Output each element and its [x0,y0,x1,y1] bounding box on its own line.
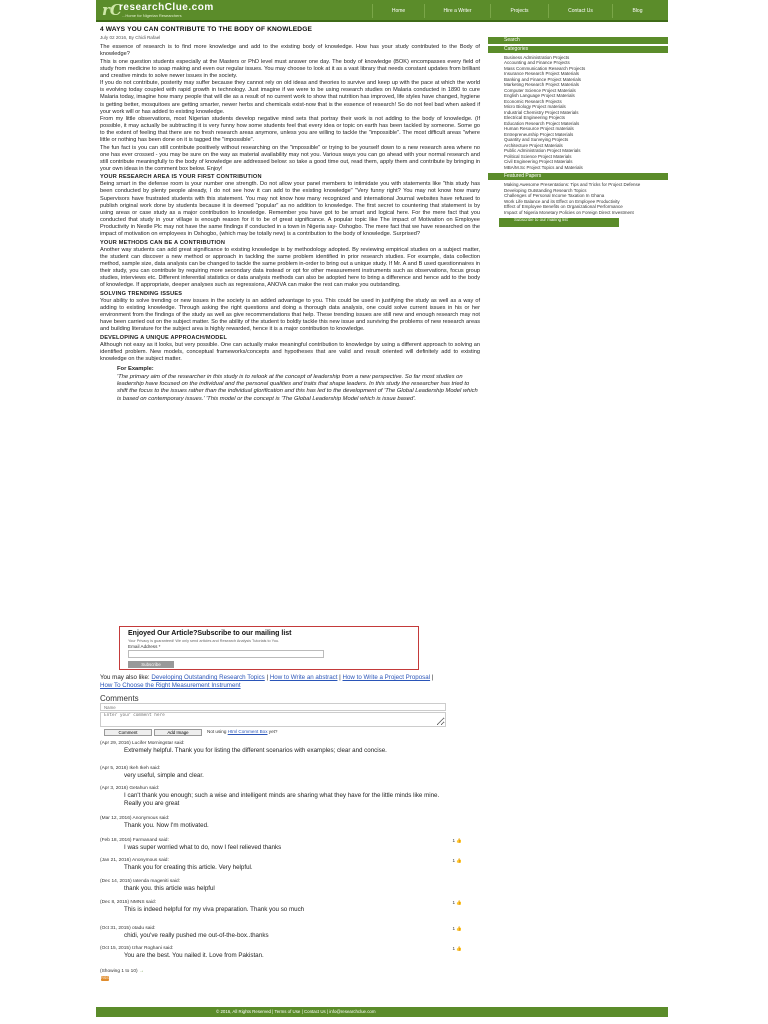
related-prefix: You may also like: [100,674,152,681]
comment-name-field[interactable] [100,703,446,711]
category-link[interactable]: Micro Biology Project materials [504,104,566,110]
category-link[interactable]: Education Research Project Materials [504,120,580,126]
article [100,26,480,403]
category-link[interactable]: Mass Communication Research Projects [504,65,586,71]
subscribe-box [119,626,419,670]
comment-rating[interactable]: 1 👍 [452,926,462,931]
comment-meta: (Dec 8, 2015) NMNS said: [100,900,156,905]
article-paragraph: Your ability to solve trending or new issues in the society is an added advantage to you. This could be used in justifying the study as well as a way of adding to existing knowledge. Through asking the right questions and doing a thorough data analysis, one could solve current issues in his or her environment from the findings of the study as well as give recommendations that help. These trending issues are still new and enough research may not have been carried out on the subject matter. So the ability of the student to boldly tackle this new issue and surviving the problems of new research areas and building literature for the subject area is highly rewarded, hence it is a major contribution to knowledge. [100,297,480,333]
category-link[interactable]: Computer Science Project Materials [504,87,576,93]
comments-pagination [100,969,144,975]
article-paragraph: Being smart in the defense room is your number one strength. Do not allow your panel members to intimidate you with statements like "this study has been conducted by plenty people already, I do not see how it can add to the existing knowledge" "Very funny right? You may not know how many Supervisors have frustrated students with this statement. You may not know how many recognized and international Journal websites have refused to publish original work done by students because it is deemed "popular" as no addition to knowledge. The first secret to countering that statement is by using areas or case study as a major contribution to knowledge. Remember you have got to be smart and logical here. For the mere fact that you conducted that study in your village is enough reason for it to be of great significance. A popular topic like The impact of Motivation on Employee Productivity in Nestle Plc may not have the same findings if conducted in a town in Nigeria say- Oshogbo. The mere fact that we have researched on the impact of motivation on employees in Oshogbo, (which may be totally new) is a contribution to the body of knowledge. Surprised? [100,181,480,238]
example-quote: 'The primary aim of the researcher in this study is to relook at the concept of leadership from a new perspective. So far most studies on leadership have focused on the individual and the personal qualities and traits that shape leaders. In this study the researcher has tried to shift the focus to the issues rather than the individual glorification and this has led to the development of 'The Global Leadership Model which is based on contemporary issues.' 'This model or the concept is 'The Global Leadership Model which is issue based'. [117,373,478,402]
article-paragraph: Although not easy as it looks, but very possible. One can actually make meaningful contribution to knowledge by using a different approach to solving an identified problem. New models, conceptual frameworks/concepts and hypotheses that are valid and result oriented will definitely add to existing knowledge on the subject matter. [100,341,480,363]
categories-header: Categories [488,46,668,53]
category-link[interactable]: Civil Engineering Project Materials [504,159,573,165]
comment-rating[interactable]: 1 👍 [452,838,462,843]
comment-item [100,816,462,830]
featured-paper-link[interactable]: Making Awesome Presentations: Tips and Tricks for Project Defense [504,182,641,188]
article-paragraph: This is one question students especially at the Masters or PhD level must answer one day. The body of knowledge (BOK) encompasses every field of study from medicine to soap making and even our regular issues. You may choose to look at it as a vast library that needs constant updates from brilliant and creative minds to solve newer issues in the society. [100,58,480,79]
comment-meta: (Mar 12, 2016) Anonymous said: [100,816,170,821]
categories-list [488,55,668,170]
footer-copyright: © 2016, All Rights Reserved [216,1009,271,1014]
comment-meta: (Apr 5, 2016) Ikeh Ikeh said: [100,766,161,771]
category-link[interactable]: Political Science Project Materials [504,153,572,159]
article-paragraph: From my little observations, most Nigerian students develop negative mind sets that portray their work is not adding to the body of knowledge. (If possible, it may actually be subtracting it is very funny how some students feel that every idea or topic on earth has been tackled by someone. Some go to the extent of feeling that there are no fresh research areas anymore, unless you are willing to tackle the "impossible". The most difficult areas "where little or nothing has been done on it is tagged the "impossible". [100,115,480,144]
comment-body: I was super worried what to do, now I feel relieved thanks [124,844,282,852]
category-link[interactable]: MBA/M.Sc Project Topics and Materials [504,164,583,170]
subscribe-title: Enjoyed Our Article?Subscribe to our mailing list [128,630,292,637]
related-articles [100,674,440,690]
comment-meta: (Jan 21, 2016) Anonymous said: [100,858,169,863]
comment-text-field[interactable] [100,712,446,727]
comment-item [100,786,462,808]
category-link[interactable]: Banking and Finance Project Materials [504,76,582,82]
footer-content [216,1007,376,1017]
category-link[interactable]: Accounting and Finance Projects [504,60,570,66]
comment-meta: (Dec 14, 2015) Iatenda mageniti said: [100,879,180,884]
sidebar-subscribe-button[interactable]: Subscribe to our mailing list [499,218,619,227]
search-header[interactable]: Search [488,37,668,44]
nav-blog[interactable]: Blog [612,4,662,18]
featured-paper-link[interactable]: Impact of Nigeria Monetary Policies on Foreign Direct Investment [504,209,634,215]
email-field[interactable] [128,650,324,658]
article-paragraph: The fun fact is you can still contribute positively without researching on the "impossible" or trying to be yourself down to a new research area where no one has ever crossed - you may be sure on the way as material availability may not you. Various ways you can go ahead with your normal research and still contribute meaningfully to the body of knowledge are addressed below: so take a good time out, read them, apply them and contribute by bringing in your own ideas in the comment box below. Enjoy! [100,144,480,172]
featured-papers-header: Featured Papers [488,173,668,180]
comment-body: Thank you for creating this article. Very helpful. [124,864,253,872]
comment-body: Extremely helpful. Thank you for listing the different scenarios with examples; clear and concise. [124,747,387,755]
section-heading: DEVELOPING A UNIQUE APPROACH/MODEL [100,334,228,341]
site-header [96,0,668,20]
comment-rating[interactable]: 1 👍 [452,900,462,905]
example-heading: For Example: [117,366,154,373]
html-comment-box-link[interactable]: Html Comment Box [227,729,268,734]
category-link[interactable]: Marketing Research Project Materials [504,82,580,88]
header-divider [96,20,668,22]
footer-divider: | [272,1009,275,1014]
article-paragraph: The essence of research is to find more knowledge and add to the existing body of knowledge. How has your study contributed to the Body of knowledge? [100,44,480,58]
logo-tagline: ...Home for Nigerian Researchers [122,13,182,18]
comment-body: thank you. this article was helpful [124,885,215,893]
related-link[interactable]: How to Write a Project Proposal [342,674,431,681]
section-heading: SOLVING TRENDING ISSUES [100,290,183,297]
comment-body: chidi, you've really pushed me out-of-the-box..thanks [124,932,269,940]
comment-meta: (Apr 29, 2016) Lucifer Morningstar said: [100,741,185,746]
related-separator: | [337,674,343,681]
comment-meta: (Oct 31, 2015) otadu said: [100,926,156,931]
footer-terms-link[interactable]: Terms of Use [274,1009,301,1014]
comment-body: very useful, simple and clear. [124,772,204,780]
comment-rating[interactable]: 1 👍 [452,946,462,951]
footer-divider: | [326,1009,330,1014]
subscribe-privacy-note: Your Privacy is guaranteed! We only send articles and Research Analysis Tutorials to You. [128,639,280,643]
rss-icon[interactable]: RSS [101,976,109,980]
category-link[interactable]: Quantity and Surveying Projects [504,137,569,143]
article-paragraph: Another way students can add great significance to existing knowledge is by methodology adopted. By reviewing empirical studies on a subject matter, the student can discover a new method or approach in tackling the same problem identified in prior research studies. For example, data collection method, sample size, data analysis can be changed to tackle the same problem in-order to bring out a unique study. If Mr. A and B used questionnaires in their study, you can contribute by requiring more secondary data instead or opt for other measurement instruments such as observations, focus group studies, interviews etc. Different inferential statistics or data analysis methods can also be adopted here to bring a difference and hence add to the body of knowledge. If appropriate, deeper analyses such as regressions, ANOVA can make the rest can make you outstanding. [100,246,480,289]
logo-name: researchClue.com [119,2,214,13]
comment-submit-button[interactable]: Comment [104,729,152,736]
notice-suffix: yet? [267,729,278,734]
comment-meta: (Feb 18, 2016) Farmanand said: [100,838,169,843]
sidebar [488,37,668,227]
article-title: 4 WAYS YOU CAN CONTRIBUTE TO THE BODY OF KNOWLEDGE [100,26,313,33]
category-link[interactable]: Economic Research Projects [504,98,562,104]
related-separator: | [264,674,270,681]
nav-hire-a-writer[interactable]: Hire a Writer [424,4,490,18]
related-link[interactable]: Developing Outstanding Research Topics [151,674,265,681]
featured-paper-link[interactable]: Developing Outstanding Research Topics [504,187,587,193]
example-block [117,366,480,403]
category-link[interactable]: Public Administration Project Materials [504,148,581,154]
notice-prefix: Not using [207,729,228,734]
related-link[interactable]: How To Choose the Right Measurement Instrument [100,682,241,690]
featured-paper-link[interactable]: Work Life Balance and its Effect on Employee Productivity [504,198,620,204]
comment-item [100,900,462,914]
comment-item [100,741,462,755]
featured-paper-link[interactable]: Effect of Employee Benefits on Organizational Performance [504,204,623,210]
comments-title: Comments [100,694,139,703]
nav-home[interactable]: Home [372,4,424,18]
category-link[interactable]: Industrial Chemistry Project Materials [504,109,579,115]
comment-body: Thank you. Now I'm motivated. [124,822,209,830]
footer-email-link[interactable]: info@researchclue.com [329,1009,376,1014]
showing-text: (Showing 1 to 10) [100,969,139,974]
comment-item [100,946,462,960]
category-link[interactable]: English Language Project Materials [504,93,575,99]
article-byline: July 02 2016, By Chidi Rafael [100,35,161,41]
comment-body: This is indeed helpful for my viva preparation. Thank you so much [124,906,305,914]
article-paragraph: If you do not contribute, posterity may suffer because they cannot rely on old ideas and theories to survive and keep up with the pace at which the world is evolving today coupled with rapid growth in technology. Just imagine if we were to be using research studies on Malaria conducted in 1890 to cure Malaria today, imagine how many people that will die as a result of no current work to show that nutrition has improved, life styles have changed, hygiene is getting better, mosquitoes are getting smarter, newer herbs and chemicals exist-now that is the essence of research! So do not feel bad when asked if your work will or has added to existing knowledge. [100,80,480,115]
footer-divider: | [301,1009,304,1014]
comment-body: You are the best. You nailed it. Love from Pakistan. [124,952,264,960]
comment-body: I can't thank you enough; such a wise and intelligent minds are sharing what they have for the little minds like mine. Really you are great [124,792,440,807]
related-link[interactable]: How to Write an abstract [269,674,338,681]
category-link[interactable]: Architecture Project Materials [504,142,563,148]
comment-rating[interactable]: 1 👍 [452,858,462,863]
nav-projects[interactable]: Projects [490,4,548,18]
featured-papers-list [488,182,668,215]
footer-contact-link[interactable]: Contact Us [303,1009,326,1014]
comment-meta: (Oct 15, 2015) Izhar Roghani said: [100,946,174,951]
comment-box-notice [207,729,277,735]
next-page-arrow-icon[interactable]: → [138,969,144,974]
nav-contact-us[interactable]: Contact Us [548,4,612,18]
comment-item [100,858,462,872]
category-link[interactable]: Human Resource Project materials [504,126,574,132]
comment-item [100,926,462,940]
main-nav [372,4,662,18]
email-label: Email Address * [128,644,161,649]
comment-item [100,879,462,893]
category-link[interactable]: Insurance Research Project Materials [504,71,580,77]
featured-paper-link[interactable]: Challenges of Personal Income Taxation In Ghana [504,193,605,199]
add-image-button[interactable]: Add Image [154,729,202,736]
category-link[interactable]: Electrical Engineering Projects [504,115,566,121]
section-heading: YOUR RESEARCH AREA IS YOUR FIRST CONTRIBUTION [100,174,262,181]
subscribe-button[interactable]: Subscribe [128,661,174,668]
section-heading: YOUR METHODS CAN BE A CONTRIBUTION [100,239,226,246]
comment-item [100,766,462,780]
comment-item [100,838,462,852]
category-link[interactable]: Entrepreneurship Project Materials [504,131,574,137]
category-link[interactable]: Business Administration Projects [504,55,570,60]
related-separator: | [430,674,434,681]
site-footer [96,1007,668,1017]
logo-mark: rC [102,1,122,19]
comment-meta: (Apr 3, 2016) Getahun said: [100,786,160,791]
